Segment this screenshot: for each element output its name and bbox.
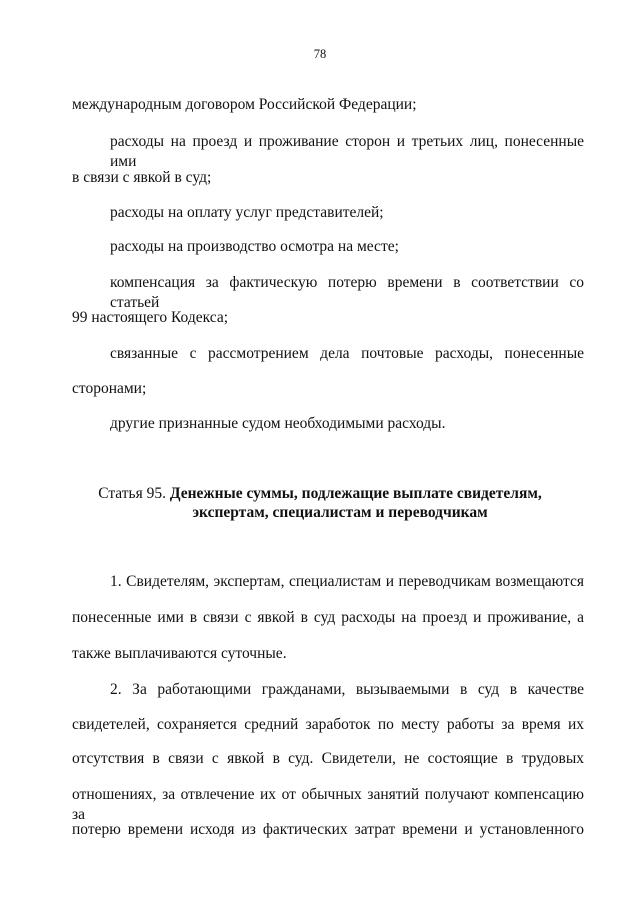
text-line: сторонами; — [72, 380, 147, 397]
article-heading-line-1 — [0, 484, 640, 504]
article-title: Денежные суммы, подлежащие выплате свидетелям, — [169, 485, 542, 502]
text-line: также выплачиваются суточные. — [72, 645, 287, 662]
text-line: 99 настоящего Кодекса; — [72, 309, 229, 326]
text-line: потерю времени исходя из фактических затрат времени и установленного — [72, 821, 584, 838]
text-line: отношениях, за отвлечение их от обычных занятий получают компенсацию за — [72, 786, 584, 823]
article-heading-line-2: экспертам, специалистам и переводчикам — [192, 504, 488, 521]
text-line: расходы на оплату услуг представителей; — [110, 204, 384, 221]
text-line: 2. За работающими гражданами, вызываемыми в суд в качестве — [110, 681, 584, 698]
text-line: компенсация за фактическую потерю времени в соответствии со статьей — [110, 274, 584, 311]
text-line: в связи с явкой в суд; — [72, 169, 212, 186]
article-number: Статья 95. — [98, 485, 167, 502]
text-line: понесенные ими в связи с явкой в суд расходы на проезд и проживание, а — [72, 609, 584, 626]
text-line: расходы на производство осмотра на месте; — [110, 238, 399, 255]
text-line: отсутствия в связи с явкой в суд. Свидетели, не состоящие в трудовых — [72, 750, 584, 767]
page-number: 78 — [313, 47, 327, 61]
text-line: свидетелей, сохраняется средний заработок по месту работы за время их — [72, 716, 584, 733]
text-line: расходы на проезд и проживание сторон и третьих лиц, понесенные ими — [110, 133, 584, 170]
text-line: связанные с рассмотрением дела почтовые расходы, понесенные — [110, 345, 584, 362]
text-line: международным договором Российской Федерации; — [72, 96, 417, 113]
text-line: другие признанные судом необходимыми расходы. — [110, 415, 446, 432]
text-line: 1. Свидетелям, экспертам, специалистам и переводчикам возмещаются — [110, 573, 584, 590]
